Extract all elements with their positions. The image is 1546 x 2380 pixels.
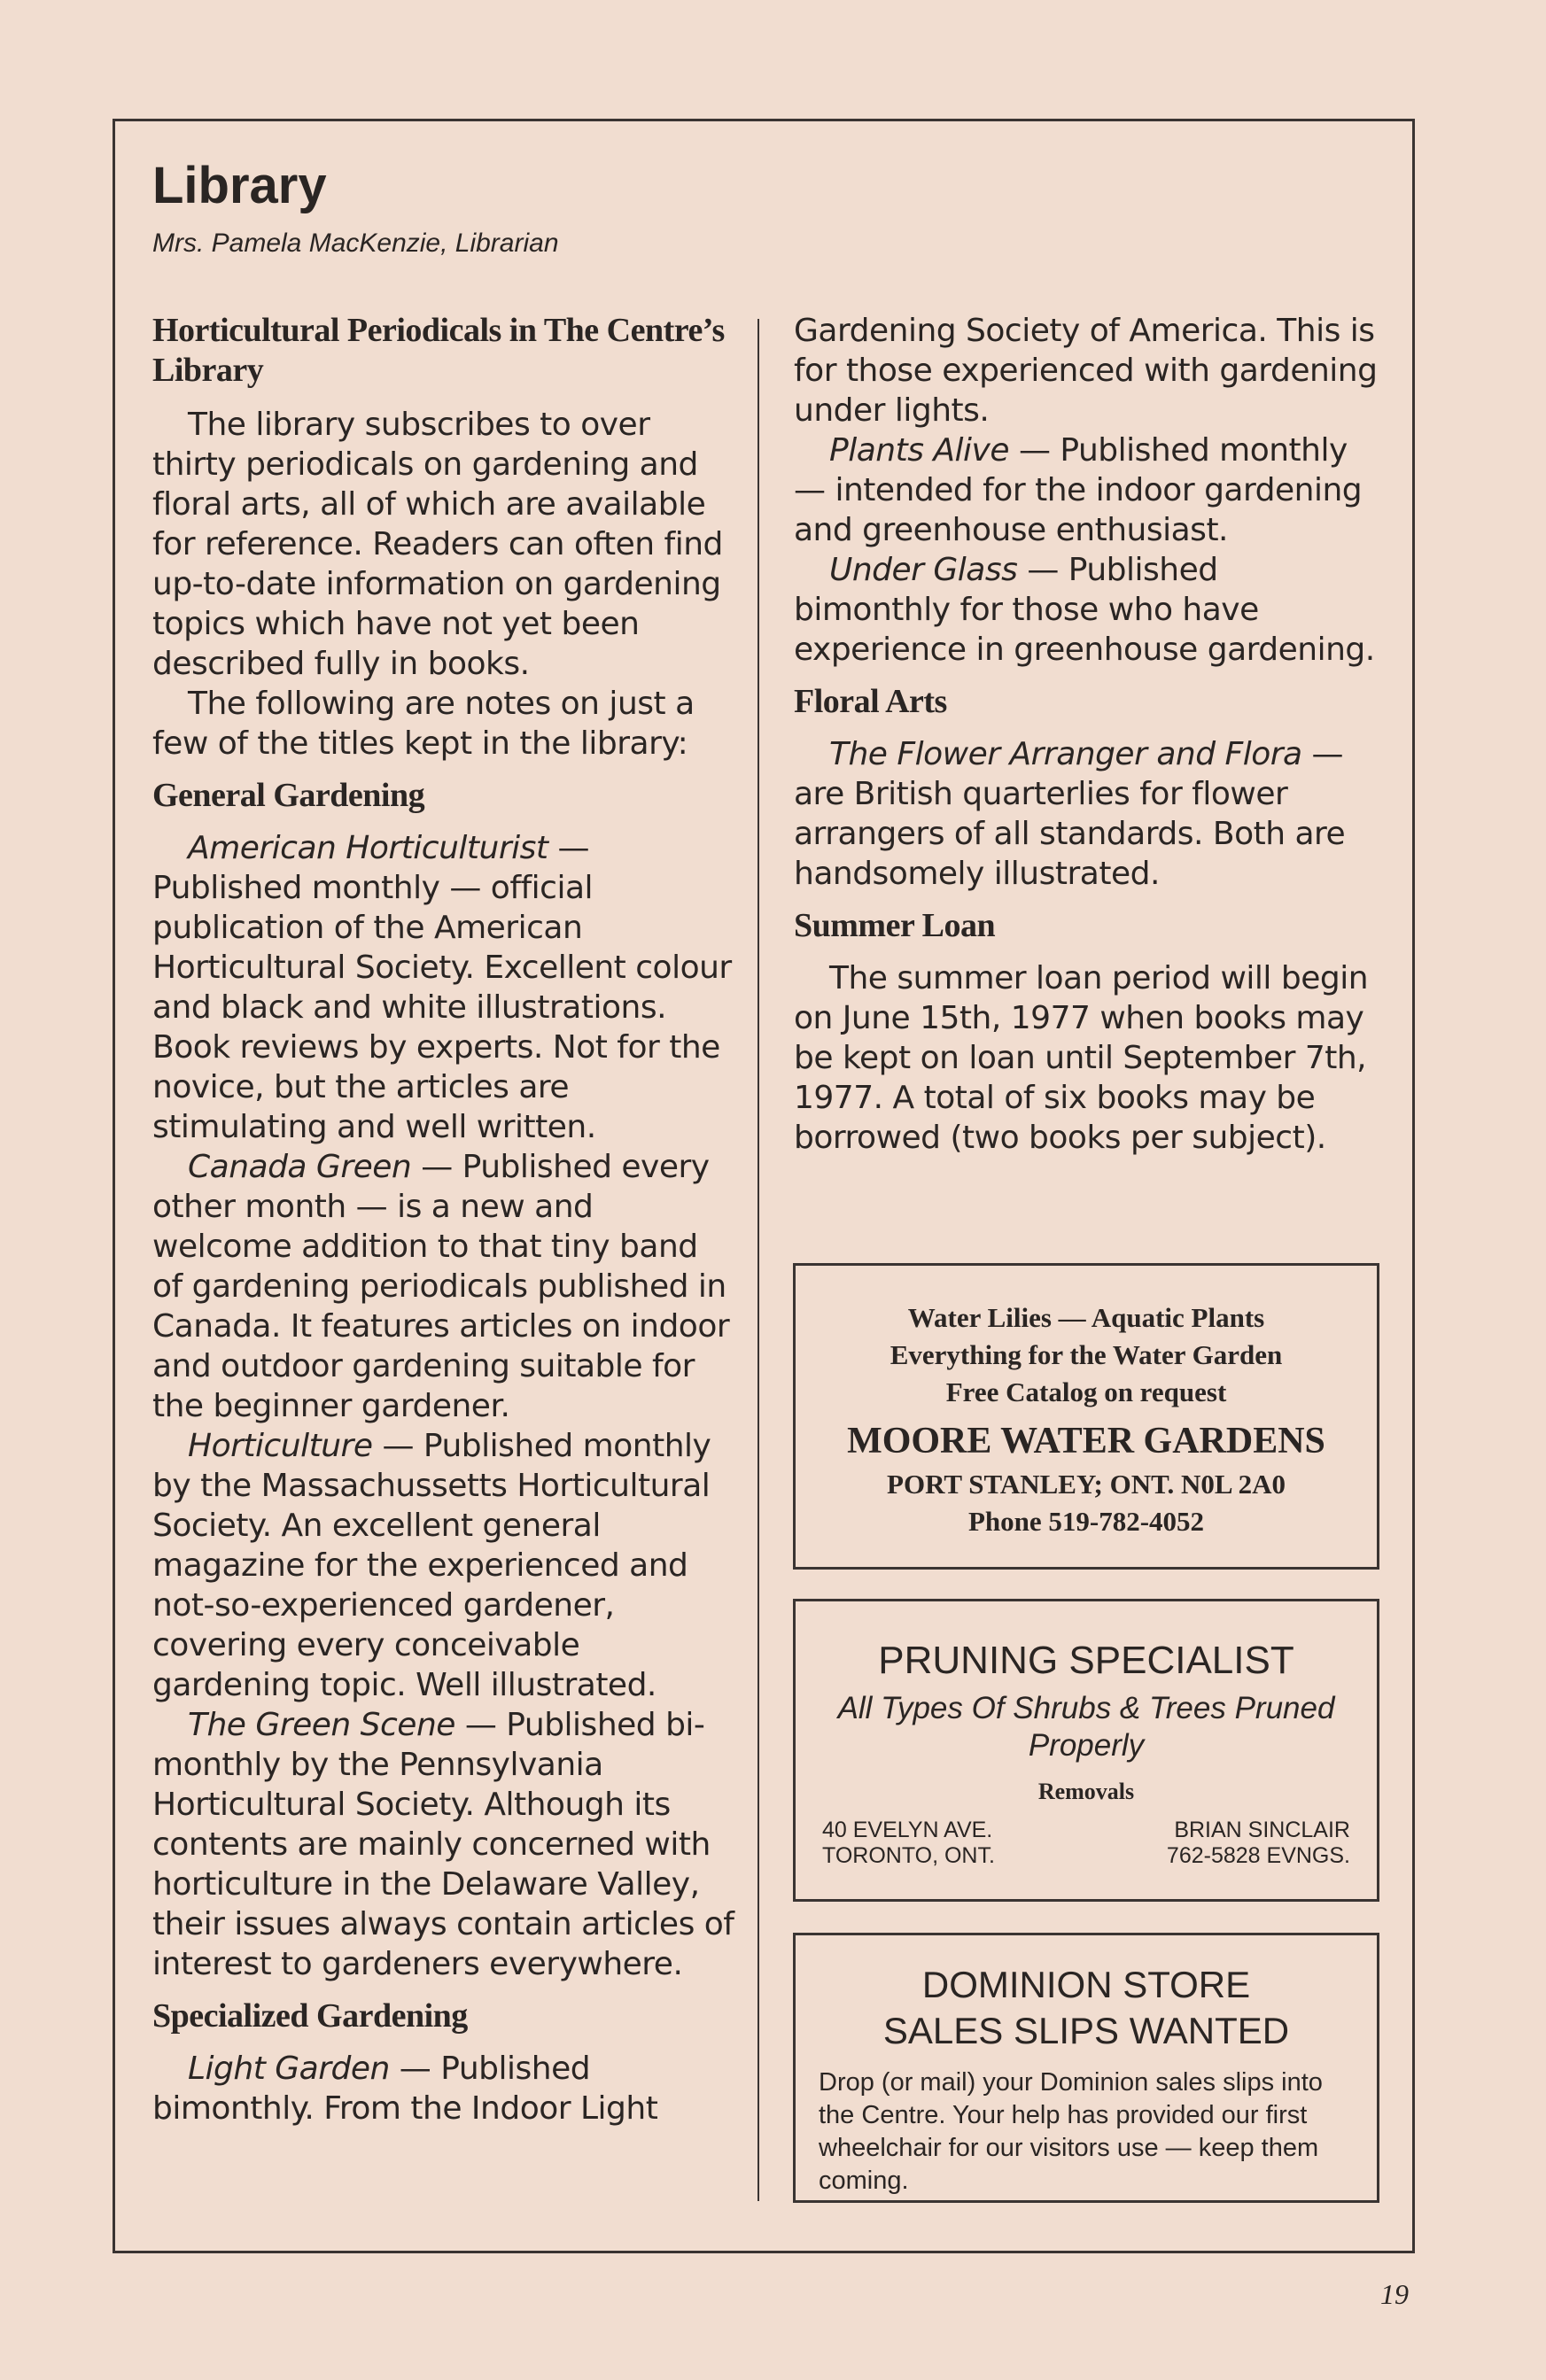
ad-phone: Phone 519-782-4052 <box>967 1506 1205 1537</box>
ad-dominion-store <box>793 1933 1379 2203</box>
periodical-title: Plants Alive <box>829 432 1009 469</box>
ad-address: TORONTO, ONT. <box>822 1843 995 1868</box>
periodical-title: Light Garden <box>188 2051 390 2087</box>
periodical-title: Horticulture <box>188 1428 373 1464</box>
ad-address-block <box>822 1818 995 1869</box>
ad-heading-line: DOMINION STORE <box>921 1964 1251 2005</box>
section-heading-summer-loan: Summer Loan <box>794 907 996 944</box>
ad-business-name: PRUNING SPECIALIST <box>878 1639 1294 1682</box>
ad-moore-water-gardens <box>793 1263 1379 1570</box>
periodical-description: — Published monthly — official publication of the American Horticultural Society. Excellent colour and black and white illustrations. Book reviews by experts. Not for the novice, but the articles are stimulating and well written. <box>152 830 732 1145</box>
periodical-description: — Published every other month — is a new and welcome addition to that tiny band of gardening periodicals published in Canada. It features articles on indoor and outdoor gardening suitable for the beginner gardener. <box>152 1149 730 1424</box>
ad-address: 40 EVELYN AVE. <box>822 1818 993 1842</box>
notes-intro-paragraph: The following are notes on just a few of the titles kept in the library: <box>152 686 695 762</box>
periodical-entry <box>152 2049 737 2128</box>
ad-line: Everything for the Water Garden <box>890 1339 1283 1370</box>
periodical-description: — Published bi-monthly by the Pennsylvania Horticultural Society. Although its contents are mainly concerned with horticulture in the Delaware Valley, their issues always contain articles of interest to gardeners everywhere. <box>152 1707 734 1982</box>
ad-business-name: MOORE WATER GARDENS <box>847 1421 1325 1461</box>
ad-pruning-specialist <box>793 1599 1379 1902</box>
periodical-title: The Green Scene <box>188 1707 455 1743</box>
periodical-title: Under Glass <box>829 552 1018 588</box>
periodical-title: American Horticulturist <box>188 830 548 866</box>
section-heading-specialized: Specialized Gardening <box>152 1997 468 2035</box>
periodical-description: — are British quarterlies for flower arrangers of all standards. Both are handsomely illustrated. <box>794 736 1346 892</box>
periodical-entry <box>152 1426 737 1705</box>
section-heading-floral: Floral Arts <box>794 683 947 720</box>
ad-subtitle: All Types Of Shrubs & Trees Pruned Properly <box>837 1691 1335 1763</box>
periodical-entry <box>794 430 1379 550</box>
column-divider <box>757 319 759 2201</box>
summer-loan-paragraph: The summer loan period will begin on June 15th, 1977 when books may be kept on loan until September 7th, 1977. A total of six books may be borrowed (two books per subject). <box>794 960 1369 1156</box>
periodical-description: — Published bimonthly for those who have experience in greenhouse gardening. <box>794 552 1375 668</box>
left-column <box>152 311 737 2128</box>
periodical-description: — Published monthly by the Massachussetts Horticultural Society. An excellent general magazine for the experienced and not-so-experienced gardener, covering every conceivable gardening topic. Well illustrated. <box>152 1428 711 1703</box>
right-column <box>794 311 1379 1158</box>
ad-heading-line: SALES SLIPS WANTED <box>882 2010 1290 2051</box>
periodical-entry <box>794 550 1379 670</box>
librarian-byline: Mrs. Pamela MacKenzie, Librarian <box>152 229 559 258</box>
ad-body: Drop (or mail) your Dominion sales slips into the Centre. Your help has provided our first wheelchair for our visitors use — keep them coming. <box>819 2068 1323 2195</box>
periodical-entry <box>794 734 1379 894</box>
article-heading: Horticultural Periodicals in The Centre’s Library <box>152 312 725 389</box>
section-heading-general: General Gardening <box>152 777 425 814</box>
ad-line: Removals <box>1037 1779 1135 1804</box>
periodical-entry <box>152 1705 737 1984</box>
ad-contact-block <box>1167 1818 1350 1869</box>
periodical-entry <box>152 1147 737 1426</box>
ad-contact-row <box>796 1818 1377 1869</box>
ad-line: Water Lilies — Aquatic Plants <box>907 1302 1265 1333</box>
continuation-paragraph: Gardening Society of America. This is for those experienced with gardening under lights. <box>794 313 1378 429</box>
intro-paragraph: The library subscribes to over thirty periodicals on gardening and floral arts, all of which are available for reference. Readers can often find up-to-date information on gardening topics which have not yet been described fully in books. <box>152 407 723 682</box>
page-number: 19 <box>1380 2278 1409 2310</box>
ad-address: PORT STANLEY; ONT. N0L 2A0 <box>887 1469 1286 1500</box>
ad-line: Free Catalog on request <box>945 1376 1227 1407</box>
page-title: Library <box>152 157 327 214</box>
periodical-description: — Published monthly — intended for the indoor gardening and greenhouse enthusiast. <box>794 432 1363 548</box>
periodical-description: — Published bimonthly. From the Indoor Light <box>152 2051 658 2127</box>
periodical-entry <box>152 828 737 1147</box>
periodical-title: The Flower Arranger and Flora <box>829 736 1302 772</box>
periodical-title: Canada Green <box>188 1149 412 1185</box>
ad-phone: 762-5828 EVNGS. <box>1166 1843 1350 1868</box>
ad-contact-name: BRIAN SINCLAIR <box>1174 1818 1350 1842</box>
